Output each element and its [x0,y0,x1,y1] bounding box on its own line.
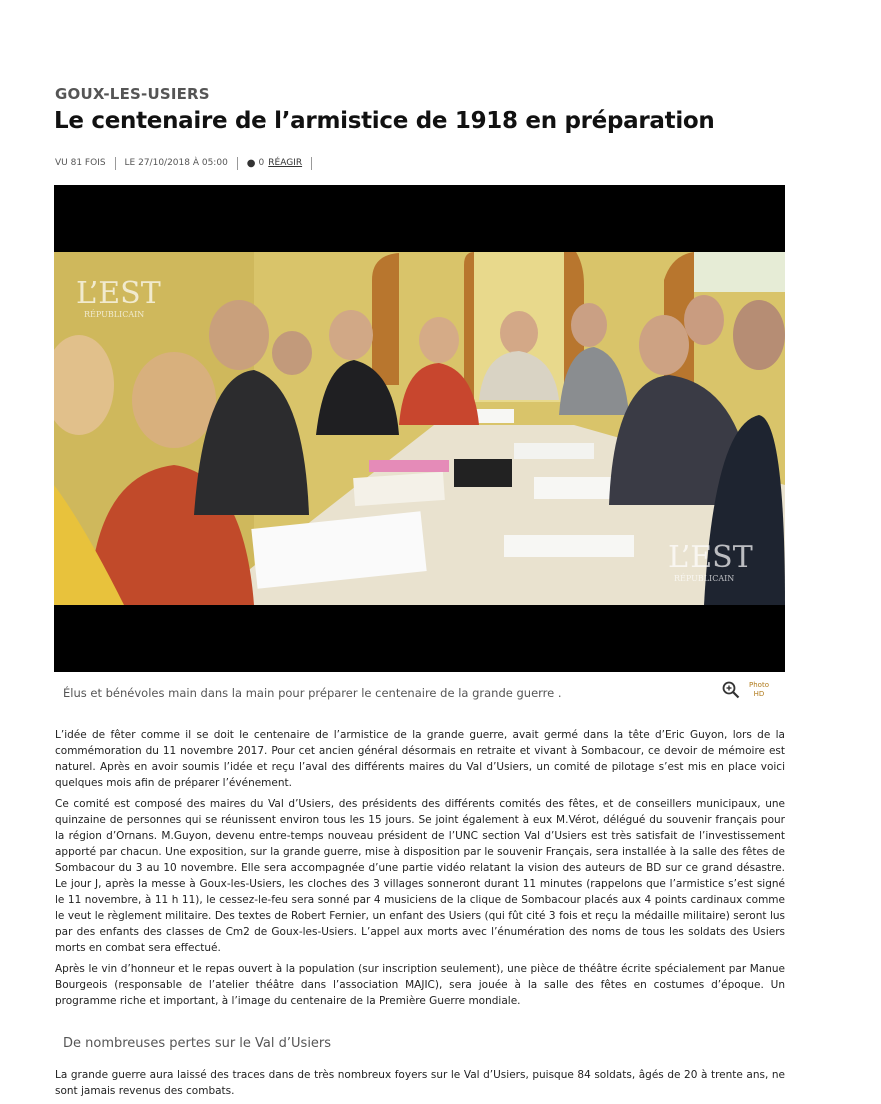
view-count: VU 81 FOIS [55,158,106,168]
watermark-bottom: L’EST [668,540,753,575]
paragraph: Après le vin d’honneur et le repas ouvert à la population (sur inscription seulement), une pièce de théâtre écrite spécialement par Manue Bourgeois (responsable de l’atelier théâtre dans l’association MAJIC), sera jouée à la salle des fêtes en costumes d’époque. Un programme riche et important, à l’image du centenaire de la Première Guerre mondiale. [55,963,785,1007]
meeting-photo-image [54,185,785,672]
react-link[interactable]: RÉAGIR [268,158,303,168]
article-body-continued [55,1067,785,1099]
comment-count: 0 [258,158,265,168]
paragraph: La grande guerre aura laissé des traces dans de très nombreux foyers sur le Val d’Usiers, puisque 84 soldats, âgés de 20 à trente ans, ne sont jamais revenus des combats. [55,1069,785,1097]
article-meta [55,155,321,171]
meta-divider [237,157,238,170]
speech-bubble-icon: ● [246,157,256,169]
article-title: Le centenaire de l’armistice de 1918 en préparation [54,108,715,134]
meta-divider [311,157,312,170]
article-subheading: De nombreuses pertes sur le Val d’Usiers [63,1036,332,1051]
watermark-top-sub: RÉPUBLICAIN [84,310,145,319]
photo-hd-line2: HD [753,690,765,698]
paragraph: L’idée de fêter comme il se doit le centenaire de l’armistice de la grande guerre, avait germé dans la tête d’Eric Guyon, lors de la commémoration du 11 novembre 2017. Pour cet ancien général désormais en retraite et vivant à Sombacour, ce devoir de mémoire est naturel. Après en avoir soumis l’idée et reçu l’aval des différents maires du Val d’Usiers, un comité de pilotage s’est mis en place voici quelques mois afin de préparer l’événement. [55,729,785,789]
photo-hd-link[interactable] [747,681,771,699]
publish-date: LE 27/10/2018 À 05:00 [124,158,228,168]
article-body [55,727,785,1014]
paragraph: Ce comité est composé des maires du Val d’Usiers, des présidents des différents comités des fêtes, et de conseillers municipaux, une quinzaine de personnes qui se réunissent environ tous les 15 jours. Se joint également à eux M.Vérot, délégué du souvenir français pour la région d’Ornans. M.Guyon, devenu entre-temps nouveau président de l’UNC section Val d’Usiers est très satisfait de l’investissement apporté par chacun. Une exposition, sur la grande guerre, mise à disposition par le souvenir Français, sera installée à la salle des fêtes de Sombacour du 3 au 10 novembre. Elle sera accompagnée d’une partie vidéo relatant la vision des auteurs de BD sur ce grand désastre. Le jour J, après la messe à Goux-les-Usiers, les cloches des 3 villages sonneront durant 11 minutes (rappelons que l’armistice s’est signé le 11 novembre, à 11 h 11), le cessez-le-feu sera sonné par 4 musiciens de la clique de Sombacour placés aux 4 points cardinaux comme le veut le règlement militaire. Des textes de Robert Fernier, un enfant des Usiers (qui fût cité 3 fois et reçu la médaille militaire) seront lus par des enfants des classes de Cm2 de Goux-les-Usiers. L’appel aux morts avec l’énumération des noms de tous les soldats des Usiers morts en combat sera effectué. [55,798,785,954]
photo-caption: Élus et bénévoles main dans la main pour préparer le centenaire de la grande guerre . [63,686,562,700]
watermark-bottom-sub: RÉPUBLICAIN [674,574,735,583]
watermark-top: L’EST [76,276,161,311]
photo-hd-line1: Photo [749,681,769,689]
meta-divider [115,157,116,170]
magnifier-plus-icon[interactable] [722,681,740,699]
article-photo[interactable] [54,185,785,672]
section-label[interactable]: GOUX-LES-USIERS [55,85,210,103]
